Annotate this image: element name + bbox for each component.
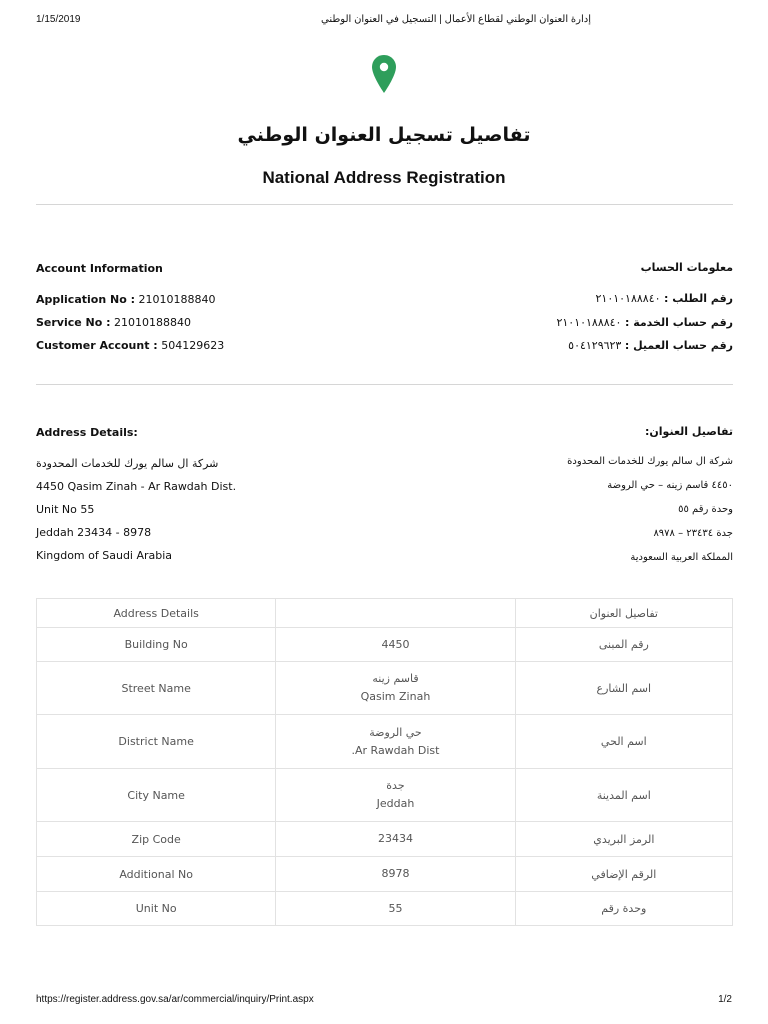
address-line-en: Kingdom of Saudi Arabia — [36, 549, 173, 562]
table-row — [37, 628, 733, 662]
service-label-en: Service No : — [36, 316, 111, 329]
print-header — [36, 14, 732, 30]
row-label-en: Street Name — [37, 662, 276, 715]
account-heading-en: Account Information — [36, 262, 163, 275]
row-value — [276, 769, 515, 822]
customer-account-ar — [568, 339, 733, 352]
address-heading-en: Address Details: — [36, 426, 138, 439]
row-value-primary: حي الروضة — [369, 725, 422, 739]
divider — [36, 204, 733, 205]
page-title-english: National Address Registration — [262, 168, 506, 187]
divider — [36, 384, 733, 385]
print-page-number: 1/2 — [718, 994, 732, 1005]
row-label-ar: الرمز البريدي — [515, 822, 732, 857]
page-title-arabic: تفاصيل تسجيل العنوان الوطني — [237, 124, 531, 146]
row-label-en: District Name — [37, 715, 276, 769]
service-value-ar: ٢١٠١٠١٨٨٨٤٠ — [556, 316, 625, 329]
address-line-en: 4450 Qasim Zinah - Ar Rawdah Dist. — [36, 480, 237, 493]
service-number-en — [36, 316, 191, 329]
address-table — [36, 598, 733, 926]
row-label-ar: الرقم الإضافي — [515, 857, 732, 892]
application-value-en: 21010188840 — [134, 293, 216, 306]
row-label-en: Zip Code — [37, 822, 276, 857]
table-row — [37, 715, 733, 769]
customer-account-en — [36, 339, 224, 352]
address-line-ar: شركة ال سالم يورك للخدمات المحدودة — [567, 456, 733, 467]
print-footer — [36, 994, 732, 1010]
address-line-en: Jeddah 23434 - 8978 — [36, 526, 152, 539]
customer-label-ar: رقم حساب العميل : — [624, 339, 733, 352]
row-label-en: Unit No — [37, 892, 276, 926]
row-value — [276, 857, 515, 892]
row-label-ar: وحدة رقم — [515, 892, 732, 926]
address-line-ar: جدة ٢٣٤٣٤ – ٨٩٧٨ — [653, 528, 733, 539]
row-value-primary: 23434 — [377, 832, 413, 845]
row-label-ar: اسم الحي — [515, 715, 732, 769]
address-line-ar: وحدة رقم ٥٥ — [678, 504, 733, 515]
row-value-secondary: Jeddah — [376, 797, 415, 810]
row-value — [276, 662, 515, 715]
application-label-ar: رقم الطلب : — [664, 292, 733, 305]
print-page-title: إدارة العنوان الوطني لقطاع الأعمال | التسجيل في العنوان الوطني — [321, 14, 591, 25]
row-value-secondary: .Ar Rawdah Dist — [351, 743, 440, 757]
address-details-arabic — [393, 425, 733, 565]
table-row — [37, 892, 733, 926]
table-header-empty — [276, 599, 515, 628]
table-row — [37, 857, 733, 892]
row-value-secondary: Qasim Zinah — [360, 690, 431, 703]
table-row — [37, 822, 733, 857]
address-line-en: Unit No 55 — [36, 503, 95, 516]
row-label-en: Additional No — [37, 857, 276, 892]
address-line-en: شركة ال سالم يورك للخدمات المحدودة — [36, 457, 219, 470]
service-number-ar — [556, 316, 733, 329]
address-line-ar: المملكة العربية السعودية — [630, 552, 733, 563]
row-value-primary: 4450 — [381, 637, 410, 651]
address-line-ar: ٤٤٥٠ قاسم زينه – حي الروضة — [607, 480, 733, 491]
service-value-en: 21010188840 — [110, 316, 192, 329]
table-header-en: Address Details — [37, 599, 276, 628]
print-url: https://register.address.gov.sa/ar/commercial/inquiry/Print.aspx — [36, 994, 314, 1005]
row-value — [276, 892, 515, 926]
location-pin-icon — [371, 54, 397, 94]
table-header-ar: تفاصيل العنوان — [515, 599, 732, 628]
row-value — [276, 715, 515, 769]
table-header-row — [37, 599, 733, 628]
row-value-primary: قاسم زينه — [372, 672, 419, 685]
row-value-primary: 55 — [388, 901, 403, 915]
row-value-primary: 8978 — [381, 867, 410, 880]
application-number-ar — [596, 292, 733, 305]
account-info-arabic — [393, 261, 733, 361]
address-details-english — [36, 426, 376, 566]
row-value — [276, 628, 515, 662]
row-label-en: Building No — [37, 628, 276, 662]
account-heading-ar: معلومات الحساب — [640, 261, 733, 274]
row-value — [276, 822, 515, 857]
print-date: 1/15/2019 — [36, 14, 81, 25]
customer-label-en: Customer Account : — [36, 339, 158, 352]
row-label-en: City Name — [37, 769, 276, 822]
customer-value-ar: ٥٠٤١٢٩٦٢٣ — [568, 339, 625, 352]
application-value-ar: ٢١٠١٠١٨٨٨٤٠ — [595, 292, 665, 305]
address-heading-ar: تفاصيل العنوان: — [645, 425, 733, 438]
application-number-en — [36, 293, 215, 306]
table-row — [37, 662, 733, 715]
application-label-en: Application No : — [36, 293, 135, 306]
row-value-primary: جدة — [386, 779, 405, 792]
table-row — [37, 769, 733, 822]
account-info-english — [36, 262, 376, 362]
service-label-ar: رقم حساب الخدمة : — [624, 316, 733, 329]
row-label-ar: اسم الشارع — [515, 662, 732, 715]
customer-value-en: 504129623 — [157, 339, 225, 352]
row-label-ar: اسم المدينة — [515, 769, 732, 822]
row-label-ar: رقم المبنى — [515, 628, 732, 662]
